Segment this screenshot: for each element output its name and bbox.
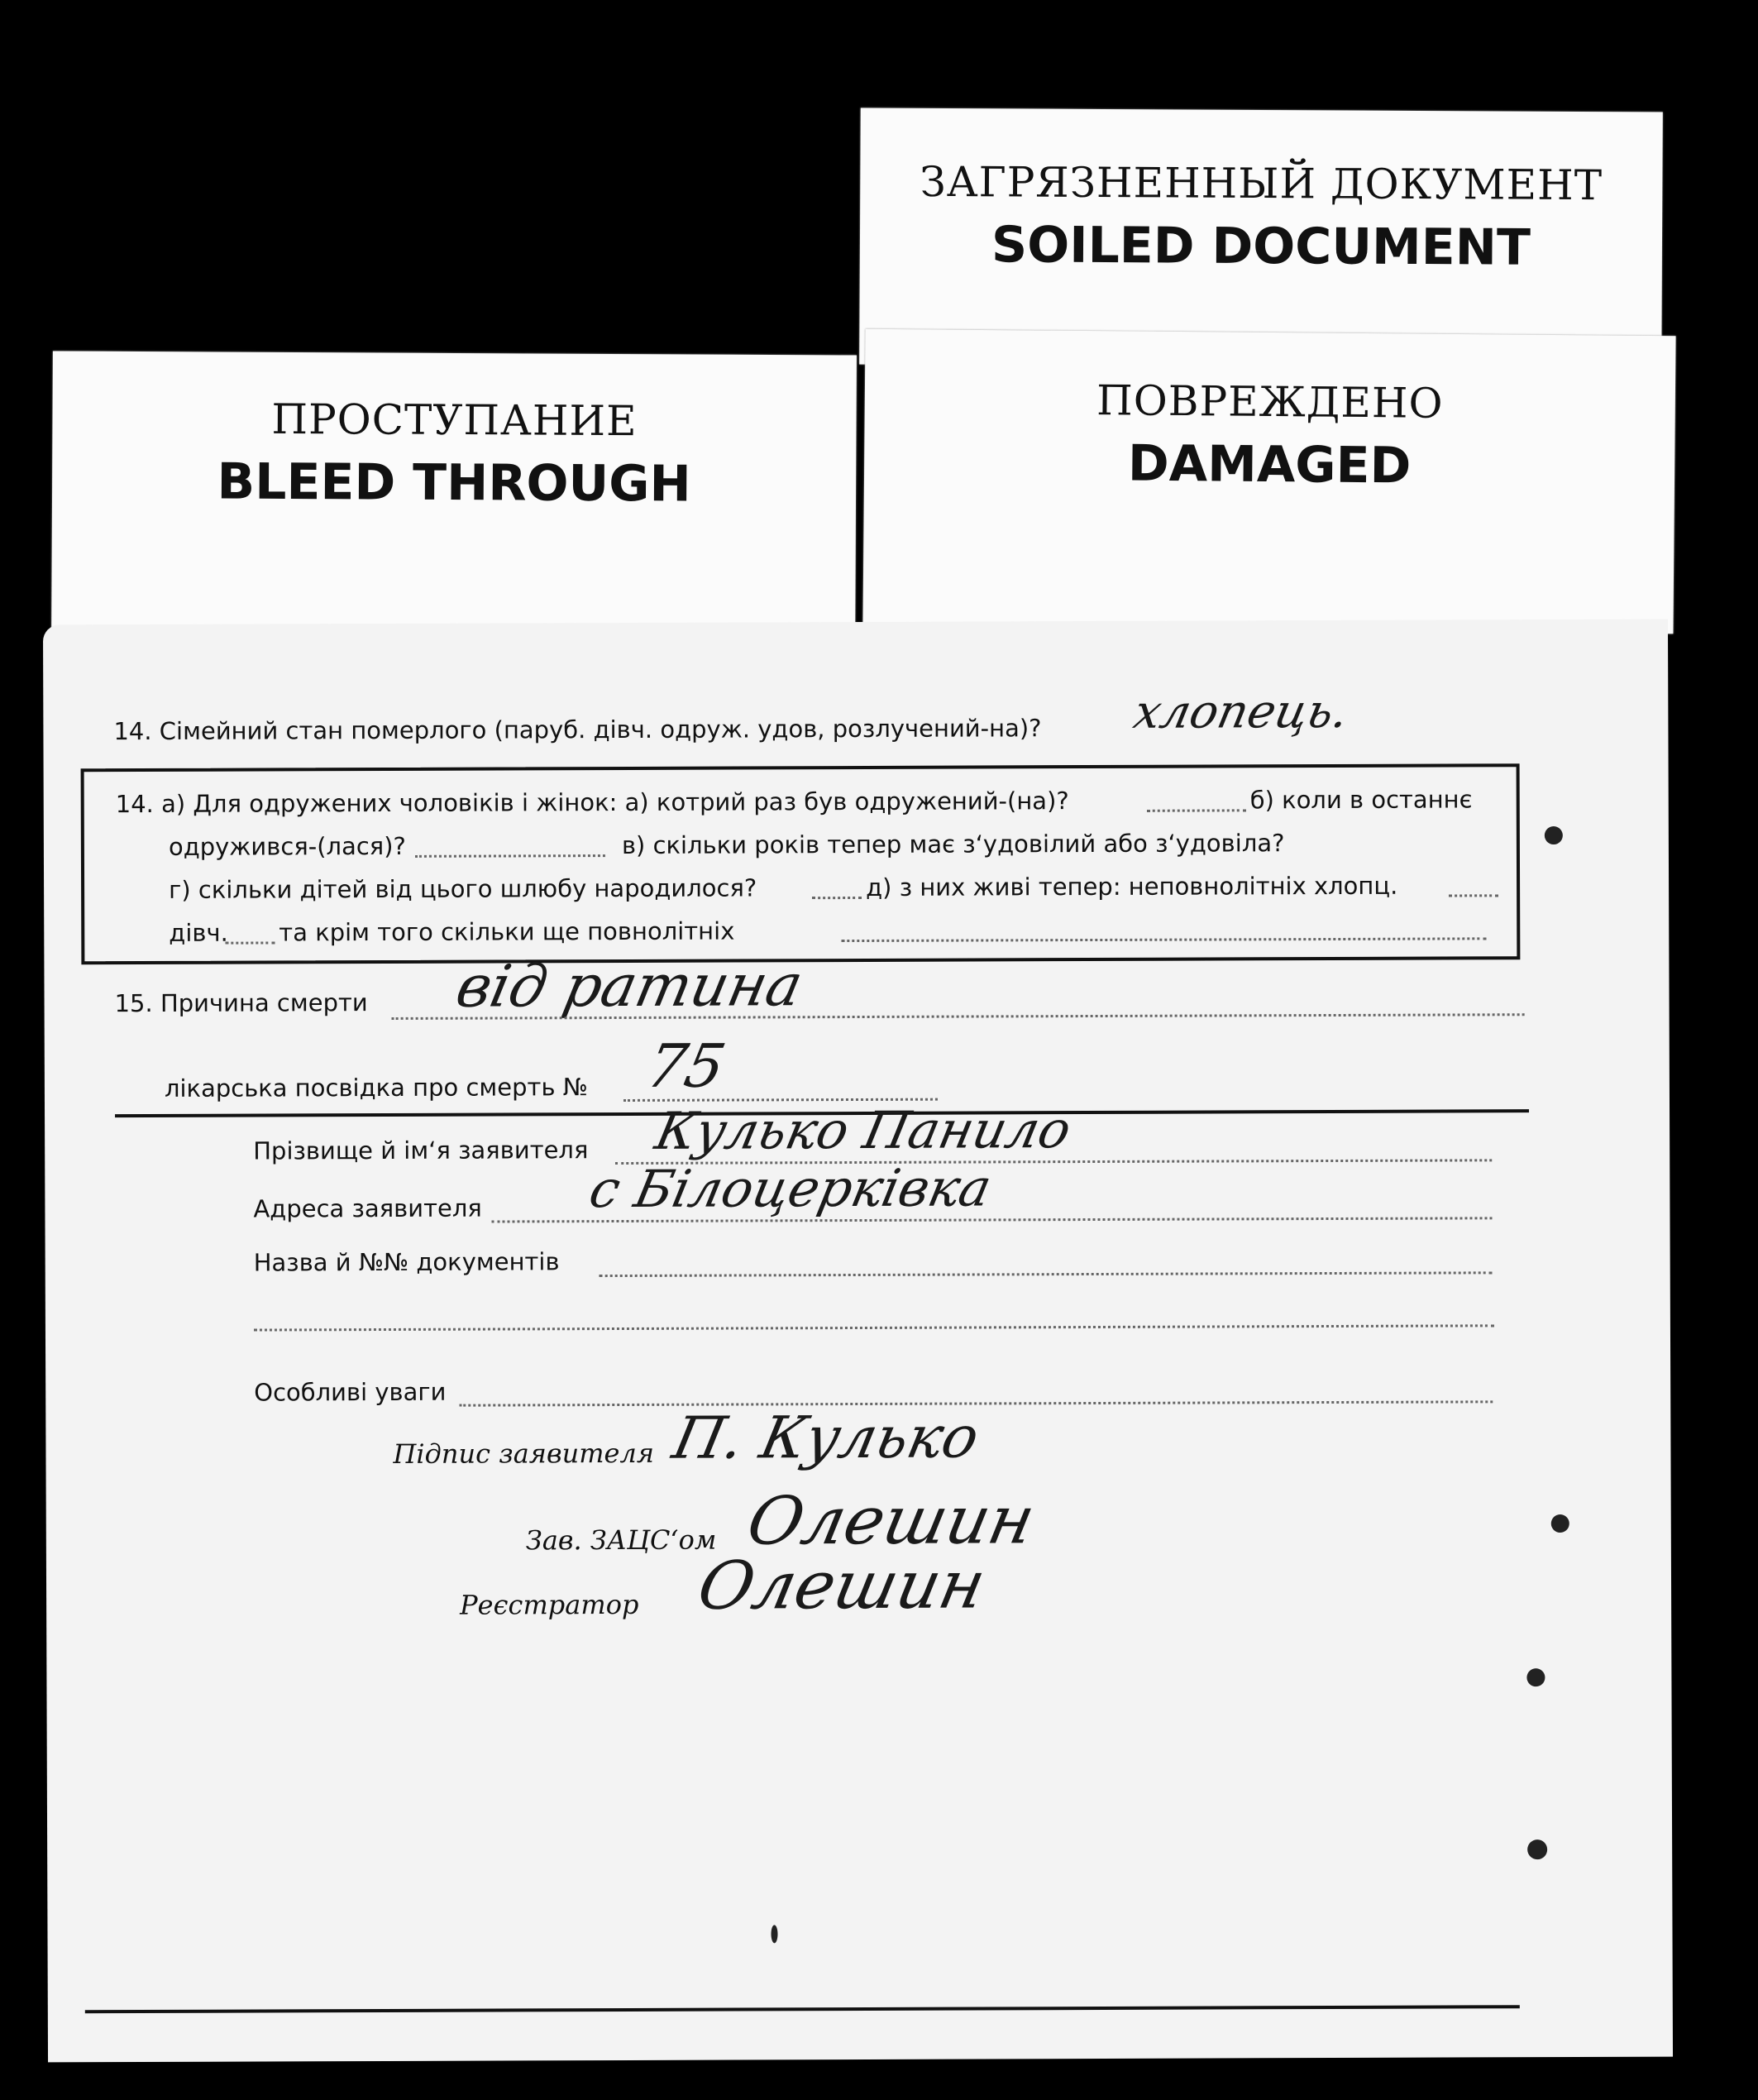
binding-hole [1527, 1839, 1547, 1859]
zags-head-label: Зав. ЗАЦС‘ом [525, 1524, 717, 1557]
field-14a-line2b: в) скільки років тепер має з‘удовілий або з‘удовіла? [621, 829, 1285, 859]
dotted-line [254, 1324, 1494, 1331]
binding-hole [1545, 826, 1563, 844]
field-15-label: 15. Причина смерти [114, 988, 368, 1018]
soiled-card-ru: ЗАГРЯЗНЕННЫЙ ДОКУМЕНТ [920, 157, 1603, 210]
bottom-rule [85, 2005, 1520, 2013]
damaged-card-ru: ПОВРЕЖДЕНО [1096, 376, 1444, 428]
dotted-line [1147, 809, 1246, 811]
bleed-card-ru: ПРОСТУПАНИЕ [271, 395, 638, 446]
applicant-signature-label: Підпис заявителя [393, 1437, 655, 1470]
certificate-label: лікарська посвідка про смерть № [164, 1073, 588, 1103]
registrar-label: Реєстратор [460, 1588, 639, 1621]
field-14a-line1b: б) коли в останнє [1249, 785, 1473, 815]
applicant-address-value: с Білоцерківка [584, 1157, 997, 1220]
field-14a-line1a: 14. а) Для одружених чоловіків і жінок: а) котрий раз був одружений-(на)? [115, 787, 1069, 819]
certificate-value: 75 [641, 1031, 732, 1101]
field-14a-line2a: одружився-(лася)? [168, 831, 406, 861]
field-14a-box [81, 763, 1521, 964]
binding-hole [1551, 1514, 1569, 1533]
field-14-value: хлопець. [1129, 684, 1354, 739]
bleed-through-card [51, 351, 857, 653]
binding-hole [1526, 1668, 1545, 1686]
notes-label: Особливі уваги [254, 1377, 447, 1407]
registrar-signature: Олешин [691, 1546, 992, 1624]
dotted-line [415, 854, 605, 858]
applicant-name-value: Кулько Панило [650, 1099, 1077, 1161]
dotted-line [600, 1271, 1493, 1277]
documents-label: Назва й №№ документів [253, 1247, 560, 1277]
bleed-card-en: BLEED THROUGH [217, 452, 691, 514]
field-14a-line3b: д) з них живі тепер: неповнолітніх хлопц. [866, 871, 1398, 902]
dotted-line [225, 941, 275, 944]
applicant-signature: П. Кулько [666, 1403, 985, 1472]
damaged-card [862, 329, 1675, 634]
applicant-name-label: Прізвище й ім‘я заявителя [253, 1136, 589, 1165]
field-14-label: 14. Сімейний стан померлого (паруб. дівч. одруж. удов, розлучений-на)? [113, 714, 1042, 746]
applicant-address-label: Адреса заявителя [253, 1194, 482, 1223]
field-14a-line4b: та крім того скільки ще повнолітніх [279, 916, 735, 947]
damaged-card-en: DAMAGED [1127, 434, 1412, 495]
dotted-line [1449, 894, 1498, 897]
field-14a-line3a: г) скільки дітей від цього шлюбу народилося? [169, 873, 757, 904]
field-14a-line4a: дівч. [169, 918, 228, 947]
death-record-form [43, 619, 1673, 2063]
ink-speck [771, 1925, 777, 1943]
dotted-line [812, 897, 862, 899]
zags-head-signature: Олешин [741, 1481, 1042, 1560]
dotted-line [841, 937, 1486, 942]
field-15-value: від ратина [450, 951, 809, 1021]
soiled-card-en: SOILED DOCUMENT [991, 216, 1531, 277]
